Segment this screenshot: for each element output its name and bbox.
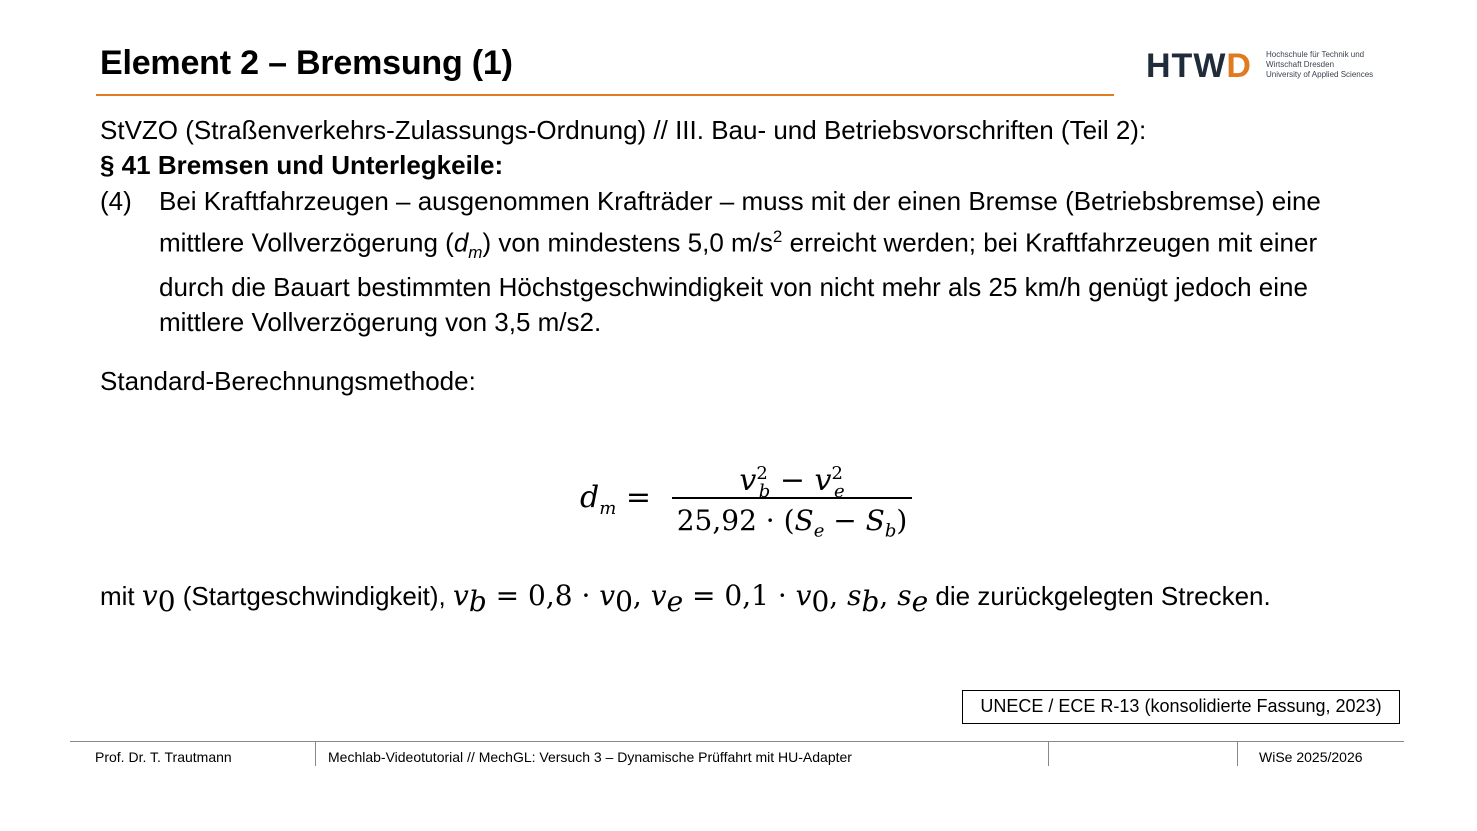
formula-numerator: $v^2_b - v^2_e$: [739, 463, 845, 502]
section-heading: § 41 Bremsen und Unterlegkeile:: [100, 150, 504, 180]
footer-separator: [1048, 741, 1049, 766]
variable-definitions: mit $v_0$ (Startgeschwindigkeit), $v_b = 0,8 \cdot v_0$, $v_e = 0,1 \cdot v_0$, $s_b$, $s_e$ die zurückgelegten Strecken.: [100, 579, 1271, 619]
method-heading: Standard-Berechnungsmethode:: [100, 366, 476, 396]
footer-separator: [315, 741, 316, 766]
footer-semester: WiSe 2025/2026: [1259, 749, 1363, 765]
formula-fraction: [672, 452, 912, 553]
title-underline: [96, 94, 1114, 96]
footer-divider: [70, 741, 1404, 742]
formula-denominator: $25,92 \cdot (S_e - S_b)$: [676, 503, 908, 542]
footer-course: Mechlab-Videotutorial // MechGL: Versuch 3 – Dynamische Prüffahrt mit HU-Adapter: [328, 749, 852, 765]
paragraph-number: (4): [100, 186, 132, 216]
source-reference-box: UNECE / ECE R-13 (konsolidierte Fassung, 2023): [962, 690, 1400, 724]
regulation-reference: StVZO (Straßenverkehrs-Zulassungs-Ordnung) // III. Bau- und Betriebsvorschriften (Teil 2):: [100, 115, 1147, 145]
logo-subtitle: Hochschule für Technik und Wirtschaft Dresden University of Applied Sciences: [1266, 50, 1374, 79]
footer-separator: [1237, 741, 1238, 766]
formula-lhs: $d_m$ =: [580, 480, 651, 519]
htwd-logo: [1146, 46, 1396, 90]
slide-title: Element 2 – Bremsung (1): [100, 44, 513, 82]
logo-wordmark: HTWD: [1146, 47, 1252, 85]
footer-author: Prof. Dr. T. Trautmann: [95, 749, 232, 765]
deceleration-formula: [580, 452, 920, 548]
paragraph-text: Bei Kraftfahrzeugen – ausgenommen Krafträder – muss mit der einen Bremse (Betriebsbremse) eine mittlere Vollverzögerung $(d_m)$ von mindestens 5,0 $m/s^2$ erreicht werden; bei Kraftfahrzeugen mit einer durch die Bauart bestimmten Höchstgeschwindigkeit von nicht mehr als 25 km/h genügt jedoch eine mittlere Vollverzögerung von 3,5 m/s2.: [159, 186, 1321, 337]
